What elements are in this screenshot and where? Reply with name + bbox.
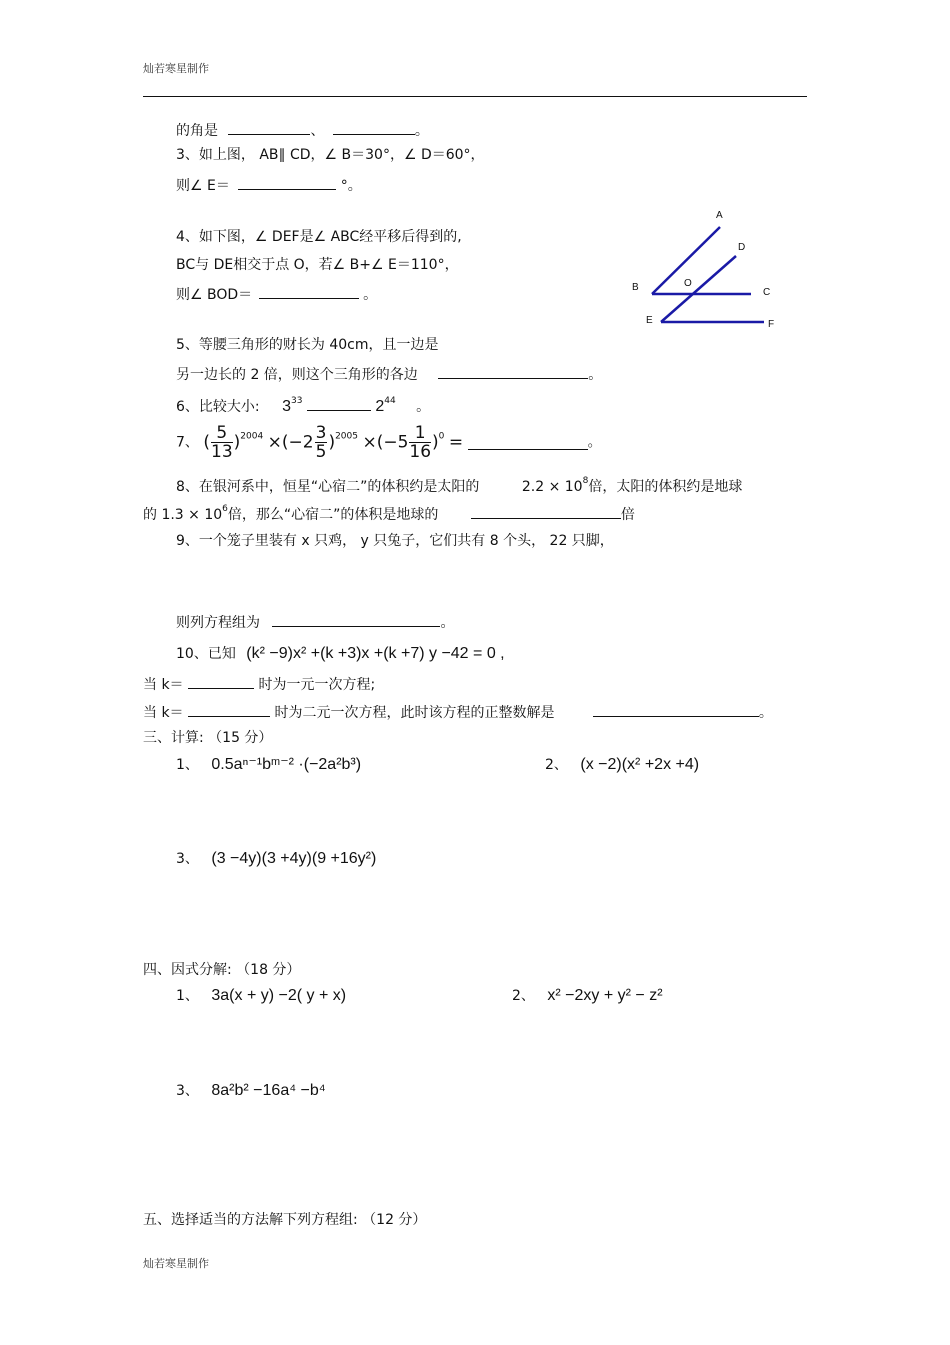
section5-title: 五、选择适当的方法解下列方程组: （12 分） [143, 1212, 427, 1228]
q10-end: 。 [758, 705, 773, 721]
section3-problem-2 [545, 756, 699, 774]
q10-text-2: 时为二元一次方程，此时该方程的正整数解是 [274, 705, 555, 721]
q8-text-1: 8、在银河系中，恒星“心宿二”的体积约是太阳的 [176, 479, 480, 495]
q10-line3 [143, 702, 773, 722]
q7-times-1: × [267, 432, 282, 453]
s4p2-label: 2、 [512, 988, 535, 1004]
q5-line1: 5、等腰三角形的财长为 40cm，且一边是 [176, 337, 439, 353]
q7-line: 7、 ( $\frac{5}{13}$ )$^{2004}$ ×(−2 $\frac{3}{5}$ )$^{2005}$ ×(−5 $\frac{1}{16}$ )$^0$ = 。 [176, 423, 602, 462]
q8-star-exponent: 8 [582, 476, 589, 486]
s4p3-label: 3、 [176, 1083, 199, 1099]
q10-solution-blank[interactable] [593, 702, 759, 717]
q7-fraction-3: $\frac{1}{16}$ [409, 423, 432, 462]
q8-line2 [143, 504, 635, 524]
section3-problem-1 [176, 756, 361, 774]
q10-line2 [143, 674, 375, 694]
q4-line1: 4、如下图，∠ DEF是∠ ABC经平移后得到的, [176, 229, 462, 245]
q4-answer-blank[interactable] [259, 284, 359, 299]
q7-end: 。 [587, 434, 602, 451]
q10-k-blank-1[interactable] [188, 674, 254, 689]
q9-line1: 9、一个笼子里装有 x 只鸡， y 只兔子，它们共有 8 个头， 22 只脚， [176, 533, 614, 549]
q6-end: 。 [416, 399, 431, 415]
q9-end: 。 [440, 615, 455, 631]
translation-figure [620, 200, 790, 335]
section4-problem-2 [512, 987, 663, 1005]
q8-unit: 倍 [620, 507, 635, 523]
q7-equals: = [448, 432, 464, 453]
q9-line2 [176, 612, 454, 632]
q8-text-3: 倍，那么“心宿二”的体积是地球的 [227, 507, 439, 523]
s4p1-expression: 3a(x + y) −2( y + x) [211, 987, 347, 1004]
label-c: C [763, 287, 771, 298]
label-b: B [632, 282, 639, 293]
label-a: A [716, 210, 723, 221]
line-ed [661, 256, 736, 322]
q3-answer-blank[interactable] [238, 175, 336, 190]
page-footer: 灿若寒星制作 [143, 1257, 209, 1270]
q4-line3 [176, 284, 377, 304]
s3p3-label: 3、 [176, 851, 199, 867]
section4-title: 四、因式分解: （18 分） [143, 962, 301, 978]
q7-fraction-2: $\frac{3}{5}$ [315, 423, 327, 462]
q2-separator: 、 [310, 123, 325, 139]
s3p2-expression: (x −2)(x² +2x +4) [580, 756, 700, 773]
s3p1-label: 1、 [176, 757, 199, 773]
q4-end: 。 [363, 287, 378, 303]
q3-prompt: 则∠ E＝ [176, 178, 230, 194]
section4-problem-3 [176, 1082, 326, 1100]
q4-line2: BC与 DE相交于点 O，若∠ B+∠ E＝110°， [176, 257, 459, 273]
q2-end: 。 [414, 123, 429, 139]
q5-line2 [176, 364, 602, 384]
page-header: 灿若寒星制作 [143, 62, 209, 75]
q10-label: 10、已知 [176, 646, 236, 662]
q8-answer-blank[interactable] [471, 504, 621, 519]
q5-prompt: 另一边长的 2 倍，则这个三角形的各边 [176, 367, 418, 383]
section3-title: 三、计算: （15 分） [143, 730, 273, 746]
q6-compare-blank[interactable] [307, 396, 371, 411]
q10-equation: (k² −9)x² +(k +3)x +(k +7) y −42 = 0 , [246, 645, 505, 662]
section4-problem-1 [176, 987, 346, 1005]
q7-times-2: × [362, 432, 377, 453]
q6-right-base: 2 [375, 398, 385, 415]
q6-left-exponent: 33 [290, 396, 303, 406]
q7-fraction-1: $\frac{5}{13}$ [211, 423, 233, 462]
q10-line1 [176, 645, 505, 663]
q8-sun-exponent: 6 [222, 504, 228, 514]
label-f: F [768, 319, 775, 330]
q6-line [176, 396, 430, 416]
q9-answer-blank[interactable] [272, 612, 440, 627]
q8-line1 [176, 478, 742, 496]
s3p3-expression: (3 −4y)(3 +4y)(9 +16y²) [211, 850, 377, 867]
q3-unit: °。 [340, 178, 362, 194]
label-o: O [684, 278, 692, 289]
q7-label: 7、 [176, 434, 199, 451]
s3p1-expression: 0.5aⁿ⁻¹bᵐ⁻² ·(−2a²b³) [211, 756, 362, 773]
q2-answer-blank-1[interactable] [228, 120, 310, 135]
section3-problem-3 [176, 850, 376, 868]
q7-exponent-2: 2005 [335, 431, 358, 442]
q7-exponent-1: 2004 [240, 431, 264, 442]
q8-star-ratio: 2.2 × 10 [521, 479, 583, 495]
q9-prompt: 则列方程组为 [176, 615, 260, 631]
q5-answer-blank[interactable] [438, 364, 588, 379]
header-rule [143, 96, 807, 97]
q10-prompt-2: 当 k＝ [143, 705, 184, 721]
s4p3-expression: 8a²b² −16a⁴ −b⁴ [211, 1082, 326, 1099]
q10-k-blank-2[interactable] [188, 702, 270, 717]
q4-prompt: 则∠ BOD＝ [176, 287, 253, 303]
label-d: D [738, 242, 746, 253]
q7-whole-3: −5 [383, 432, 409, 453]
q5-end: 。 [588, 367, 603, 383]
q6-left-base: 3 [282, 398, 291, 415]
q2-answer-blank-2[interactable] [333, 120, 415, 135]
s4p2-expression: x² −2xy + y² − z² [547, 987, 663, 1004]
q7-whole-2: −2 [288, 432, 314, 453]
q2-text: 的角是 [176, 123, 218, 139]
q2-tail [176, 120, 429, 140]
q3-line1: 3、如上图， AB∥ CD，∠ B＝30°，∠ D＝60°， [176, 147, 485, 163]
s3p2-label: 2、 [545, 757, 568, 773]
q8-text-2: 倍，太阳的体积约是地球 [588, 479, 743, 495]
q7-exponent-3: 0 [438, 431, 445, 442]
q10-prompt-1: 当 k＝ [143, 677, 184, 693]
q8-sun-ratio: 的 1.3 × 10 [143, 507, 223, 523]
q10-text-1: 时为一元一次方程; [258, 677, 376, 693]
label-e: E [646, 315, 653, 326]
q7-answer-blank[interactable] [468, 435, 588, 450]
q6-right-exponent: 44 [384, 396, 396, 406]
q6-label: 6、比较大小: [176, 399, 260, 415]
s4p1-label: 1、 [176, 988, 199, 1004]
q3-line2 [176, 175, 362, 195]
